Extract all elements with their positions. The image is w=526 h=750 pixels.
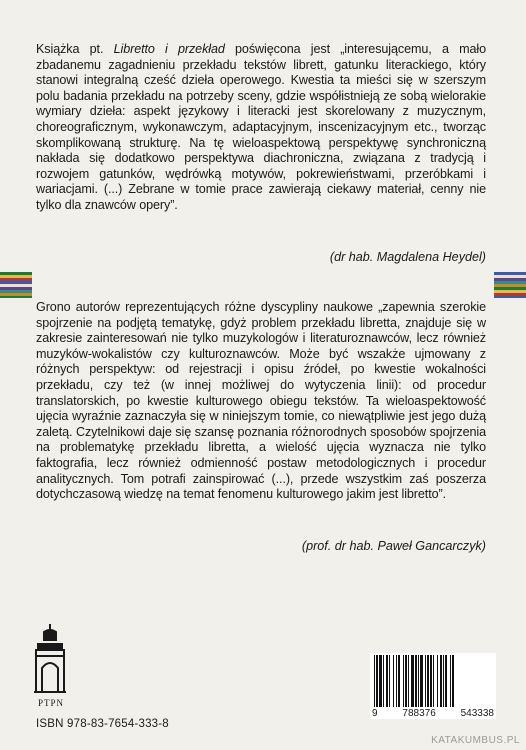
barcode-bar bbox=[437, 655, 438, 707]
barcode-bar bbox=[415, 655, 417, 707]
barcode-bar bbox=[440, 655, 442, 707]
barcode-bar bbox=[427, 655, 429, 707]
decorative-stripes-left bbox=[0, 272, 32, 298]
barcode-bar bbox=[393, 655, 394, 707]
barcode-bar bbox=[403, 655, 404, 707]
barcode-bar bbox=[430, 655, 432, 707]
review-quote-1 bbox=[36, 42, 486, 214]
publisher-logo-text: PTPN bbox=[37, 698, 64, 708]
decorative-stripes-right bbox=[494, 272, 526, 298]
barcode-bar bbox=[445, 655, 447, 707]
barcode-bar bbox=[411, 655, 414, 707]
barcode-bar bbox=[383, 655, 384, 707]
review-1-author: (dr hab. Magdalena Heydel) bbox=[329, 250, 486, 264]
barcode-bar bbox=[425, 655, 426, 707]
barcode-bar bbox=[452, 655, 454, 707]
barcode-bar bbox=[418, 655, 419, 707]
barcode-bar bbox=[398, 655, 400, 707]
stripe bbox=[494, 296, 526, 298]
castle-gate-icon bbox=[30, 620, 70, 696]
isbn-number: ISBN 978-83-7654-333-8 bbox=[36, 718, 169, 730]
barcode-digit-group: 788376 bbox=[402, 708, 436, 719]
barcode-bar bbox=[396, 655, 397, 707]
barcode bbox=[370, 653, 496, 709]
barcode-bar bbox=[374, 655, 375, 707]
barcode-bar bbox=[405, 655, 407, 707]
watermark: KATAKUMBUS.PL bbox=[431, 735, 520, 746]
barcode-bar bbox=[376, 655, 378, 707]
barcode-bar bbox=[450, 655, 451, 707]
review-2-author: (prof. dr hab. Paweł Gancarczyk) bbox=[301, 539, 486, 553]
barcode-bar bbox=[443, 655, 444, 707]
barcode-bar bbox=[433, 655, 434, 707]
stripe bbox=[0, 296, 32, 298]
review-1-body: poświęcona jest „interesującemu, a mało zbadanemu zagadnieniu przekładu tekstów librett, gatunku literackiego, który stanowi integralną cześć dzieła operowego. Kwestia ta mieści się w szerszym polu badania przekładu na potrzeby sceny, gdzie współistnieją ze sobą wielorakie wymiary dzieła: aspekt językowy i literacki jest skorelowany z muzycznym, choreograficznym, wykonawczym, adaptacyjnym, inscenizacyjnym etc., tworząc skomplikowaną strukturę. Na tę wieloaspektową perspektywę synchroniczną nakłada się dodatkowo perspektywa diachroniczna, związana z tradycją i rozwojem gatunków, wędrówką motywów, pokrewieństwami, przeróbkami i wariacjami. (...) Zebrane w tomie prace zawierają ciekawy materiał, cenny nie tylko dla znawców opery”. bbox=[36, 42, 486, 212]
barcode-bar bbox=[389, 655, 390, 707]
barcode-bar bbox=[386, 655, 388, 707]
barcode-bar bbox=[379, 655, 382, 707]
book-title: Libretto i przekład bbox=[113, 42, 225, 56]
review-quote-2: Grono autorów reprezentujących różne dyscypliny naukowe „zapewnia szerokie spojrzenie na podjętą tematykę, gdyż problem przekładu libretta, znajduje się w zakresie zainteresowań nie tylko muzykologów i literaturoznawców, lecz również muzyków-wokalistów czy kulturoznawców. Może być wszakże ujmowany z różnych perspektyw: od rejestracji i opisu źródeł, po kwestie wokalności przekładu, czy też (w innej możliwej do wytyczenia linii): od procedur translatorskich, po kwestie kulturowego obiegu tekstów. Ta wieloaspektowość ujęcia wyraźnie zaznaczyła się w niniejszym tomie, co niewątpliwie jest jego dużą zaletą. Czytelnikowi daje się szansę poznania różnorodnych sposobów spojrzenia na problematykę przekładu libretta, a wielość ujęcia wyznacza nie tylko faktografia, lecz również odmienność postaw metodologicznych i procedur analitycznych. Tom potrafi zainspirować (...), przede wszystkim zaś poszerza dotychczasową wiedzę na temat fenomenu kulturowego jakim jest libretto”. bbox=[36, 300, 486, 502]
barcode-bar bbox=[420, 655, 423, 707]
barcode-digits bbox=[370, 708, 496, 719]
barcode-digit-group: 9 bbox=[372, 708, 378, 719]
review-1-intro: Książka pt. bbox=[36, 42, 114, 56]
barcode-bar bbox=[408, 655, 409, 707]
barcode-digit-group: 543338 bbox=[460, 708, 494, 719]
